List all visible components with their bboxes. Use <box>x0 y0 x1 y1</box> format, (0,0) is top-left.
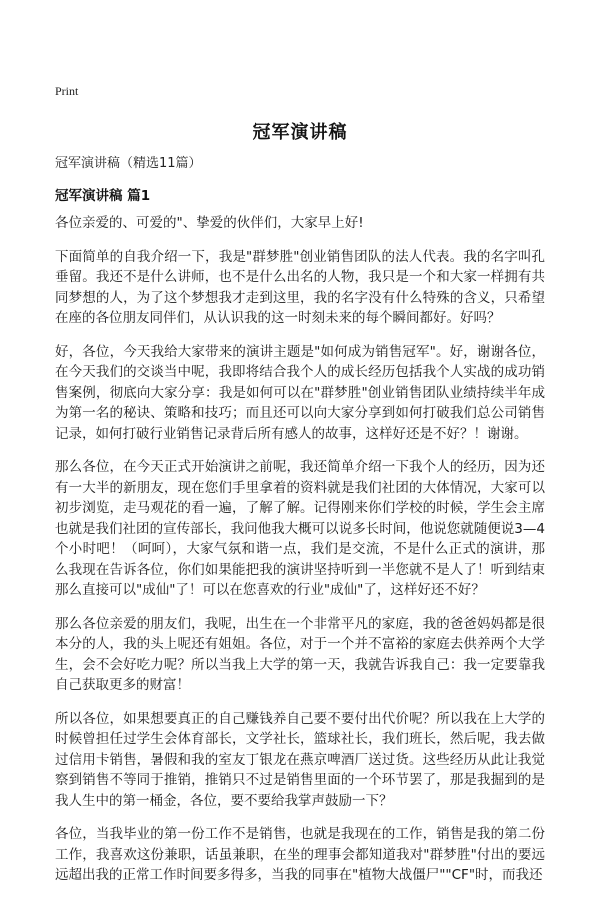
document-subtitle: 冠军演讲稿（精选11篇） <box>55 156 202 171</box>
section-heading: 冠军演讲稿 篇1 <box>55 188 151 204</box>
paragraph: 各位，当我毕业的第一份工作不是销售，也就是我现在的工作，销售是我的第二份工作，我喜欢这份兼职，话虽兼职，在坐的理事会都知道我对"群梦胜"付出的要远远超出我的正常工作时间要多得多，当我的同事在"植物大战僵尸""CF"时，而我还 <box>55 826 545 883</box>
paragraph: 好，各位，今天我给大家带来的演讲主题是"如何成为销售冠军"。好，谢谢各位，在今天我们的交谈当中呢，我即将结合我个人的成长经历包括我个人实战的成功销售案例，彻底向大家分享：我是如何可以在"群梦胜"创业销售团队业绩持续半年成为第一名的秘诀、策略和技巧；而且还可以向大家分享到如何打破我们总公司销售记录，如何打破行业销售记录背后所有感人的故事，这样好还是不好？！谢谢。 <box>55 343 545 442</box>
paragraph: 下面简单的自我介绍一下，我是"群梦胜"创业销售团队的法人代表。我的名字叫孔垂留。我还不是什么讲师，也不是什么出名的人物，我只是一个和大家一样拥有共同梦想的人，为了这个梦想我才走到这里，我的名字没有什么特殊的含义，只希望在座的各位朋友同伴们，从认识我的这一时刻未来的每个瞬间都好。好吗？ <box>55 248 545 326</box>
page-title: 冠军演讲稿 <box>252 122 348 143</box>
paragraph: 所以各位，如果想要真正的自己赚钱养自己要不要付出代价呢？所以我在上大学的时候曾担任过学生会体育部长，文学社长，篮球社长，我们班长，然后呢，我去做过信用卡销售，暑假和我的室友丁银龙在燕京啤酒厂送过货。这些经历从此让我觉察到销售不等同于推销，推销只不过是销售里面的一个环节罢了，那是我掘到的是我人生中的第一桶金，各位，要不要给我掌声鼓励一下？ <box>55 710 545 809</box>
document-body <box>55 213 545 899</box>
print-label: Print <box>55 84 79 98</box>
paragraph: 各位亲爱的、可爱的"、挚爱的伙伴们，大家早上好! <box>55 215 364 231</box>
paragraph: 那么各位，在今天正式开始演讲之前呢，我还简单介绍一下我个人的经历，因为还有一大半的新朋友，现在您们手里拿着的资料就是我们社团的大体情况，大家可以初步浏览，走马观花的看一遍，了解了解。记得刚来你们学校的时候，学生会主席也就是我们社团的宣传部长，我问他我大概可以说多长时间，他说您就随便说3—4个小时吧！（呵呵），大家气氛和谐一点，我们是交流，不是什么正式的演讲，那么我现在告诉各位，你们如果能把我的演讲坚持听到一半您就不是人了！听到结束那么直接可以"成仙"了！可以在您喜欢的行业"成仙"了，这样好还不好？ <box>55 459 545 598</box>
paragraph: 那么各位亲爱的朋友们，我呢，出生在一个非常平凡的家庭，我的爸爸妈妈都是很本分的人，我的头上呢还有姐姐。各位，对于一个并不富裕的家庭去供养两个大学生，会不会好吃力呢？所以当我上大学的第一天，我就告诉我自己：我一定要靠我自己获取更多的财富！ <box>55 615 545 693</box>
